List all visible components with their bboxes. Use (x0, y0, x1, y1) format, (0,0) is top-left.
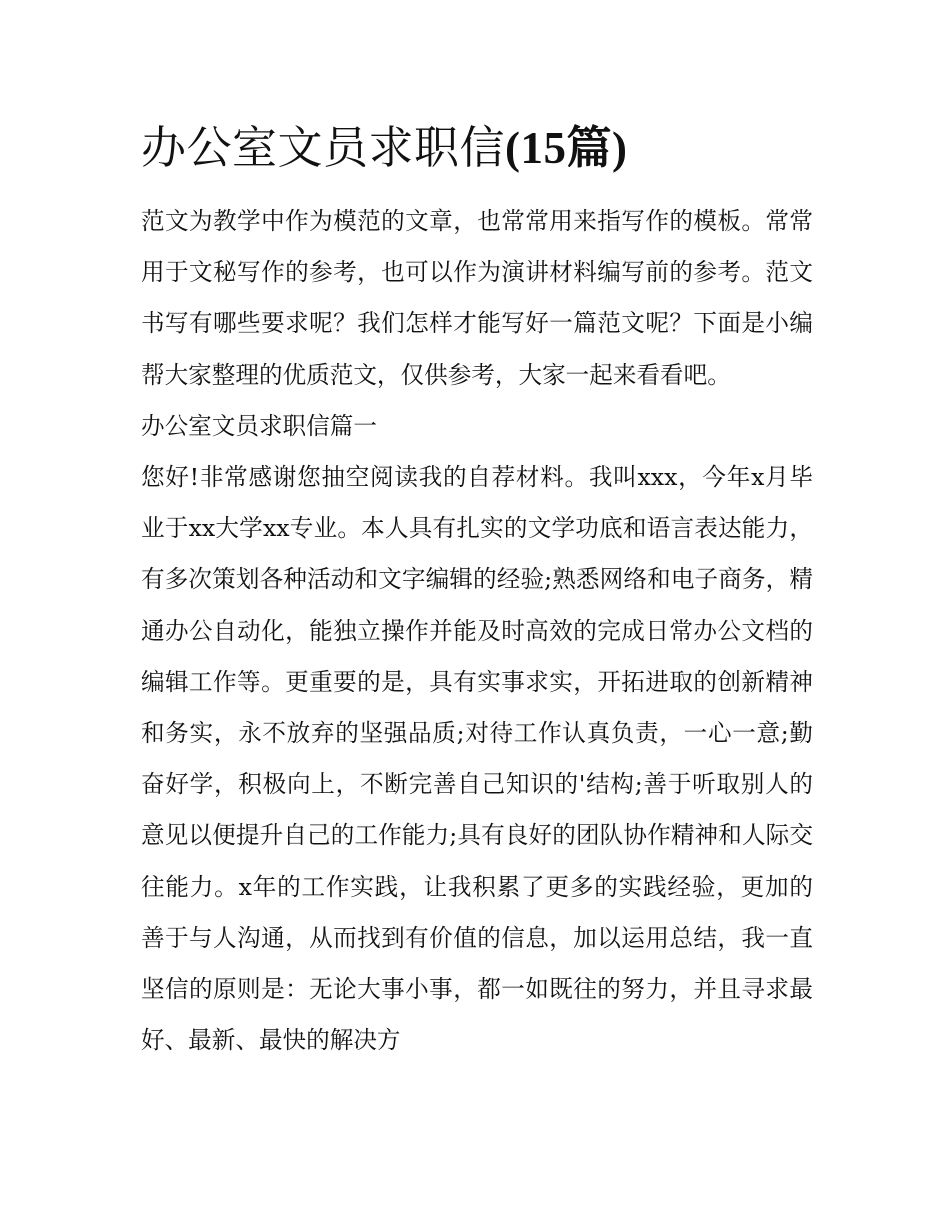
body-paragraph: 您好!非常感谢您抽空阅读我的自荐材料。我叫xxx，今年x月毕业于xx大学xx专业。本人具有扎实的文学功底和语言表达能力，有多次策划各种活动和文字编辑的经验;熟悉网络和电子商务，精通办公自动化，能独立操作并能及时高效的完成日常办公文档的编辑工作等。更重要的是，具有实事求实，开拓进取的创新精神和务实，永不放弃的坚强品质;对待工作认真负责，一心一意;勤奋好学，积极向上，不断完善自己知识的'结构;善于听取别人的意见以便提升自己的工作能力;具有良好的团队协作精神和人际交往能力。x年的工作实践，让我积累了更多的实践经验，更加的善于与人沟通，从而找到有价值的信息，加以运用总结，我一直坚信的原则是：无论大事小事，都一如既往的努力，并且寻求最好、最新、最快的解决方 (141, 463, 814, 1055)
section-heading: 办公室文员求职信篇一 (141, 411, 377, 440)
document-title (141, 112, 813, 184)
intro-paragraph: 范文为教学中作为模范的文章，也常常用来指写作的模板。常常用于文秘写作的参考，也可以作为演讲材料编写前的参考。范文书写有哪些要求呢？我们怎样才能写好一篇范文呢？下面是小编帮大家整理的优质范文，仅供参考，大家一起来看看吧。 (141, 207, 813, 389)
title-suffix: (15篇) (505, 123, 628, 173)
document-page (141, 112, 813, 1066)
title-main: 办公室文员求职信 (141, 121, 506, 174)
